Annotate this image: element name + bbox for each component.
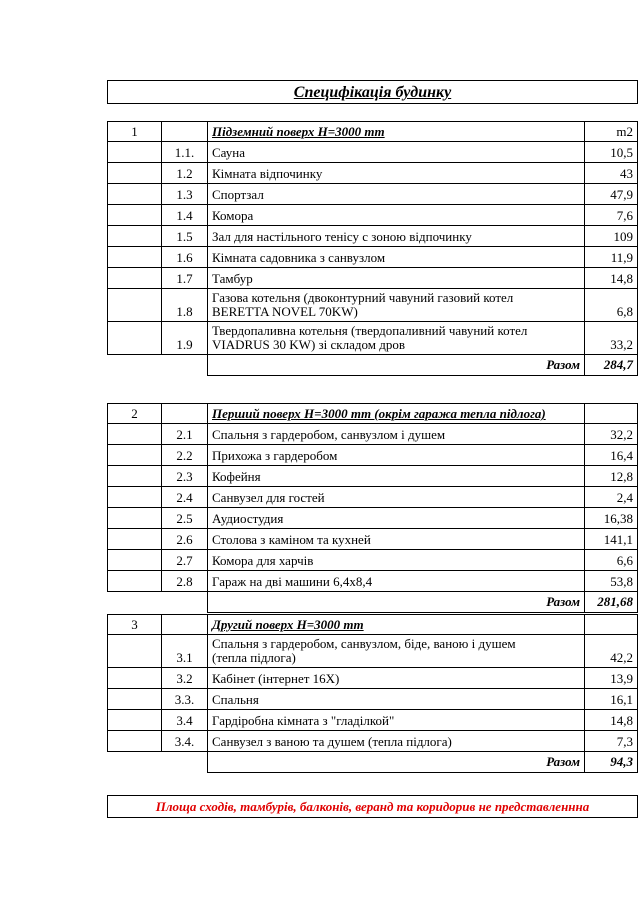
total-value: 284,7 (603, 357, 633, 372)
room-name-line-1: Газова котельня (двоконтурний чавуний газовий котел (212, 290, 514, 305)
room-name-line-2: BERETTA NOVEL 70KW) (212, 304, 358, 319)
total-label: Разом (546, 357, 580, 372)
table-row (107, 731, 638, 752)
room-area: 141,1 (603, 532, 633, 547)
room-name: Сауна (212, 145, 246, 160)
room-name: Тамбур (212, 271, 253, 286)
total-label: Разом (546, 594, 580, 609)
table-row (107, 445, 638, 466)
row-number: 3.1 (176, 650, 193, 665)
room-area: 109 (613, 229, 633, 244)
room-name: Санвузел для гостей (212, 490, 325, 505)
row-number: 2.3 (176, 469, 193, 484)
table-row (107, 466, 638, 487)
row-number: 1.9 (176, 337, 193, 352)
table-row (107, 205, 638, 226)
section-header (107, 403, 638, 424)
row-number: 2.1 (176, 427, 193, 442)
section-number: 1 (131, 124, 138, 139)
row-number: 1.4 (176, 208, 193, 223)
total-row (107, 355, 638, 376)
room-area: 12,8 (610, 469, 633, 484)
total-value: 281,68 (597, 594, 633, 609)
row-number: 1.5 (176, 229, 193, 244)
room-area: 16,4 (610, 448, 633, 463)
room-area: 10,5 (610, 145, 633, 160)
section-header (107, 614, 638, 635)
room-name (212, 291, 582, 319)
room-area: 43 (620, 166, 633, 181)
table-row (107, 424, 638, 445)
table-row (107, 268, 638, 289)
room-name: Кабінет (інтернет 16Х) (212, 671, 340, 686)
table-row (107, 689, 638, 710)
room-area: 7,6 (616, 208, 633, 223)
row-number: 3.4. (174, 734, 195, 749)
room-name: Кімната відпочинку (212, 166, 323, 181)
table-row (107, 142, 638, 163)
room-area: 6,6 (616, 553, 633, 568)
table-row (107, 635, 638, 668)
room-name: Комора для харчів (212, 553, 314, 568)
row-number: 2.5 (176, 511, 193, 526)
room-name-line-1: Твердопаливна котельня (твердопаливний чавуний котел (212, 323, 528, 338)
room-area: 16,38 (603, 511, 633, 526)
table-row (107, 289, 638, 322)
room-name: Зал для настільного тенісу с зоною відпочинку (212, 229, 472, 244)
room-name (212, 637, 582, 665)
row-number: 2.2 (176, 448, 193, 463)
room-name: Кімната садовника з санвузлом (212, 250, 386, 265)
total-label: Разом (546, 754, 580, 769)
row-number: 1.1. (174, 145, 195, 160)
table-row (107, 710, 638, 731)
room-name-line-2: VIADRUS 30 KW) зі складом дров (212, 337, 405, 352)
section-3-table (107, 614, 638, 773)
table-row (107, 322, 638, 355)
row-number: 3.4 (176, 713, 193, 728)
row-number: 2.8 (176, 574, 193, 589)
row-number: 1.8 (176, 304, 193, 319)
room-name: Спальня з гардеробом, санвузлом і душем (212, 427, 446, 442)
table-row (107, 487, 638, 508)
table-row (107, 184, 638, 205)
footnote-text: Площа сходів, тамбурів, балконів, веранд та коридорив не представленнна (155, 798, 590, 814)
section-2-table (107, 403, 638, 613)
table-row (107, 247, 638, 268)
row-number: 1.3 (176, 187, 193, 202)
room-name: Кофейня (212, 469, 261, 484)
total-value: 94,3 (610, 754, 633, 769)
room-area: 16,1 (610, 692, 633, 707)
section-number: 3 (131, 617, 138, 632)
room-area: 7,3 (616, 734, 633, 749)
room-area: 32,2 (610, 427, 633, 442)
room-name: Спальня (212, 692, 259, 707)
room-name: Спортзал (212, 187, 264, 202)
room-name: Аудиостудия (212, 511, 284, 526)
section-title: Перший поверх H=3000 mm (окрім гаража тепла підлога) (212, 406, 546, 421)
section-1-table (107, 121, 638, 376)
unit-label: m2 (616, 124, 633, 139)
table-row (107, 668, 638, 689)
section-title: Підземний поверх H=3000 mm (212, 124, 385, 139)
row-number: 2.7 (176, 553, 193, 568)
row-number: 1.6 (176, 250, 193, 265)
row-number: 3.2 (176, 671, 193, 686)
room-area: 14,8 (610, 713, 633, 728)
room-name: Прихожа з гардеробом (212, 448, 338, 463)
room-name-line-2: (тепла підлога) (212, 650, 296, 665)
row-number: 3.3. (174, 692, 195, 707)
total-row (107, 592, 638, 613)
room-area: 13,9 (610, 671, 633, 686)
room-name-line-1: Спальня з гардеробом, санвузлом, біде, ваною і душем (212, 636, 516, 651)
room-name (212, 324, 582, 352)
room-area: 11,9 (610, 250, 633, 265)
table-row (107, 571, 638, 592)
table-row (107, 508, 638, 529)
table-row (107, 550, 638, 571)
section-header (107, 121, 638, 142)
section-number: 2 (131, 406, 138, 421)
room-area: 42,2 (610, 650, 633, 665)
room-area: 33,2 (610, 337, 633, 352)
room-name: Санвузел з ваною та душем (тепла підлога) (212, 734, 452, 749)
room-area: 47,9 (610, 187, 633, 202)
room-area: 6,8 (616, 304, 633, 319)
table-row (107, 163, 638, 184)
room-name: Гараж на дві машини 6,4х8,4 (212, 574, 373, 589)
table-row (107, 529, 638, 550)
page-title (107, 80, 638, 104)
room-area: 14,8 (610, 271, 633, 286)
room-name: Комора (212, 208, 254, 223)
section-title: Другий поверх H=3000 mm (212, 617, 364, 632)
room-area: 53,8 (610, 574, 633, 589)
total-row (107, 752, 638, 773)
room-name: Гардіробна кімната з "гладілкой" (212, 713, 395, 728)
footnote (107, 795, 638, 818)
title-text: Специфікація будинку (293, 84, 452, 101)
room-area: 2,4 (616, 490, 633, 505)
row-number: 1.7 (176, 271, 193, 286)
row-number: 2.4 (176, 490, 193, 505)
room-name: Столова з каміном та кухней (212, 532, 371, 547)
row-number: 2.6 (176, 532, 193, 547)
row-number: 1.2 (176, 166, 193, 181)
table-row (107, 226, 638, 247)
